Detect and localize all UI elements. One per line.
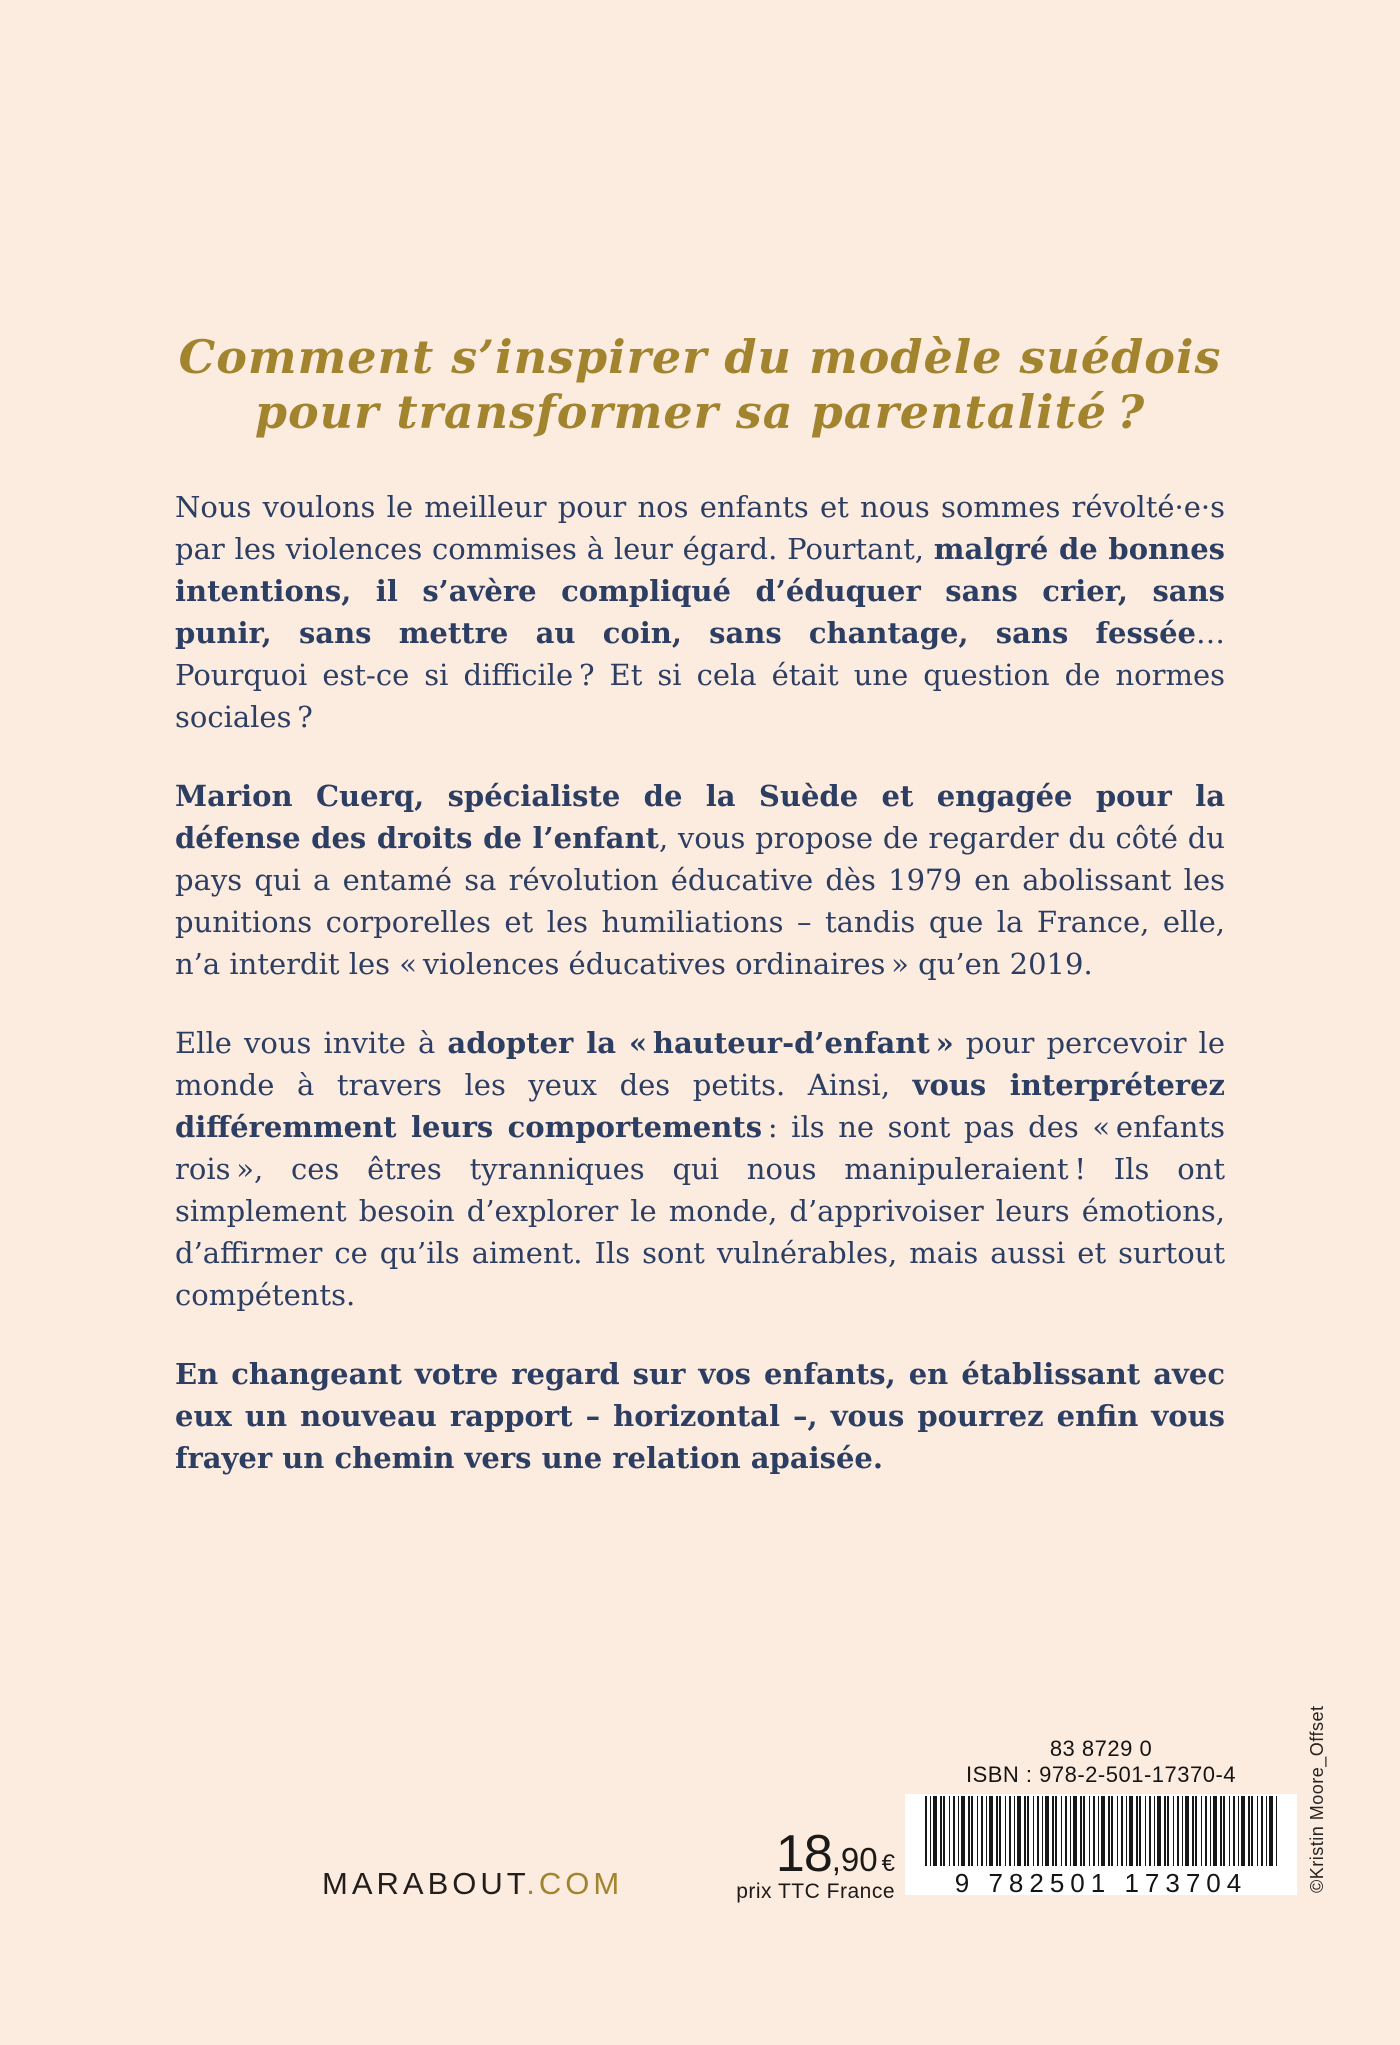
paragraph xyxy=(175,775,1225,985)
headline-line-2: pour transformer sa parentalité ? xyxy=(254,385,1146,439)
paragraph xyxy=(175,486,1225,738)
bold-text-run: En changeant votre regard sur vos enfants, en établissant avec eux un nouveau rapport – horizontal –, vous pourrez enfin vous frayer un chemin vers une relation apaisée. xyxy=(175,1357,1225,1475)
price-block xyxy=(736,1824,895,1904)
text-run: : ils ne sont pas des « enfants rois », ces êtres tyranniques qui nous manipuleraient ! Ils ont simplement besoin d’explorer le monde, d’apprivoiser leurs émotions, d’affirmer ce qu’ils aiment. Ils sont vulnérables, mais aussi et surtout compétents. xyxy=(175,1110,1225,1312)
publisher-name: MARABOUT xyxy=(322,1866,527,1901)
price-decimals: ,90 xyxy=(831,1841,878,1878)
ean-number: 9 782501 173704 xyxy=(954,1868,1248,1898)
photo-credit: ©Kristin Moore_Offset xyxy=(1307,1705,1327,1893)
paragraph xyxy=(175,1353,1225,1479)
text-run: Nous voulons le meilleur pour nos enfants et nous sommes révolté·e·s par les violences commises à leur égard. Pourtant, xyxy=(175,490,1225,566)
price-integer: 18 xyxy=(775,1825,832,1883)
paragraph xyxy=(175,1022,1225,1316)
text-run: , vous propose de regarder du côté du pays qui a entamé sa révolution éducative dès 1979 en abolissant les punitions corporelles et les humiliations – tandis que la France, elle, n’a interdit les « violences éducatives ordinaires » qu’en 2019. xyxy=(175,821,1225,981)
bold-text-run: Marion Cuerq, spécialiste de la Suède et engagée pour la défense des droits de l’enfant xyxy=(175,779,1225,855)
bold-text-run: malgré de bonnes intentions, il s’avère compliqué d’éduquer sans crier, sans punir, sans mettre au coin, sans chantage, sans fessée xyxy=(175,532,1225,650)
euro-symbol: € xyxy=(881,1850,895,1877)
publisher-domain: .COM xyxy=(526,1866,624,1901)
isbn: ISBN : 978-2-501-17370-4 xyxy=(965,1762,1237,1787)
text-run: Elle vous invite à xyxy=(175,1026,448,1060)
barcode-bars xyxy=(925,1796,1277,1866)
publisher-website xyxy=(322,1866,623,1902)
print-code: 83 8729 0 xyxy=(1049,1736,1153,1761)
ean-barcode xyxy=(905,1794,1297,1898)
headline-line-1: Comment s’inspirer du modèle suédois xyxy=(178,330,1222,384)
text-run: … Pourquoi est-ce si difficile ? Et si cela était une question de normes sociales ? xyxy=(175,616,1225,734)
price-note: prix TTC France xyxy=(736,1880,895,1903)
price-value xyxy=(736,1824,895,1884)
body-copy xyxy=(175,486,1225,1516)
codes-block xyxy=(905,1736,1297,1788)
text-run: pour percevoir le monde à travers les yeux des petits. Ainsi, xyxy=(175,1026,1225,1102)
bold-text-run: adopter la « hauteur-d’enfant » xyxy=(447,1026,954,1060)
bold-text-run: vous interpréterez différemment leurs comportements xyxy=(175,1068,1225,1144)
headline xyxy=(0,330,1400,440)
